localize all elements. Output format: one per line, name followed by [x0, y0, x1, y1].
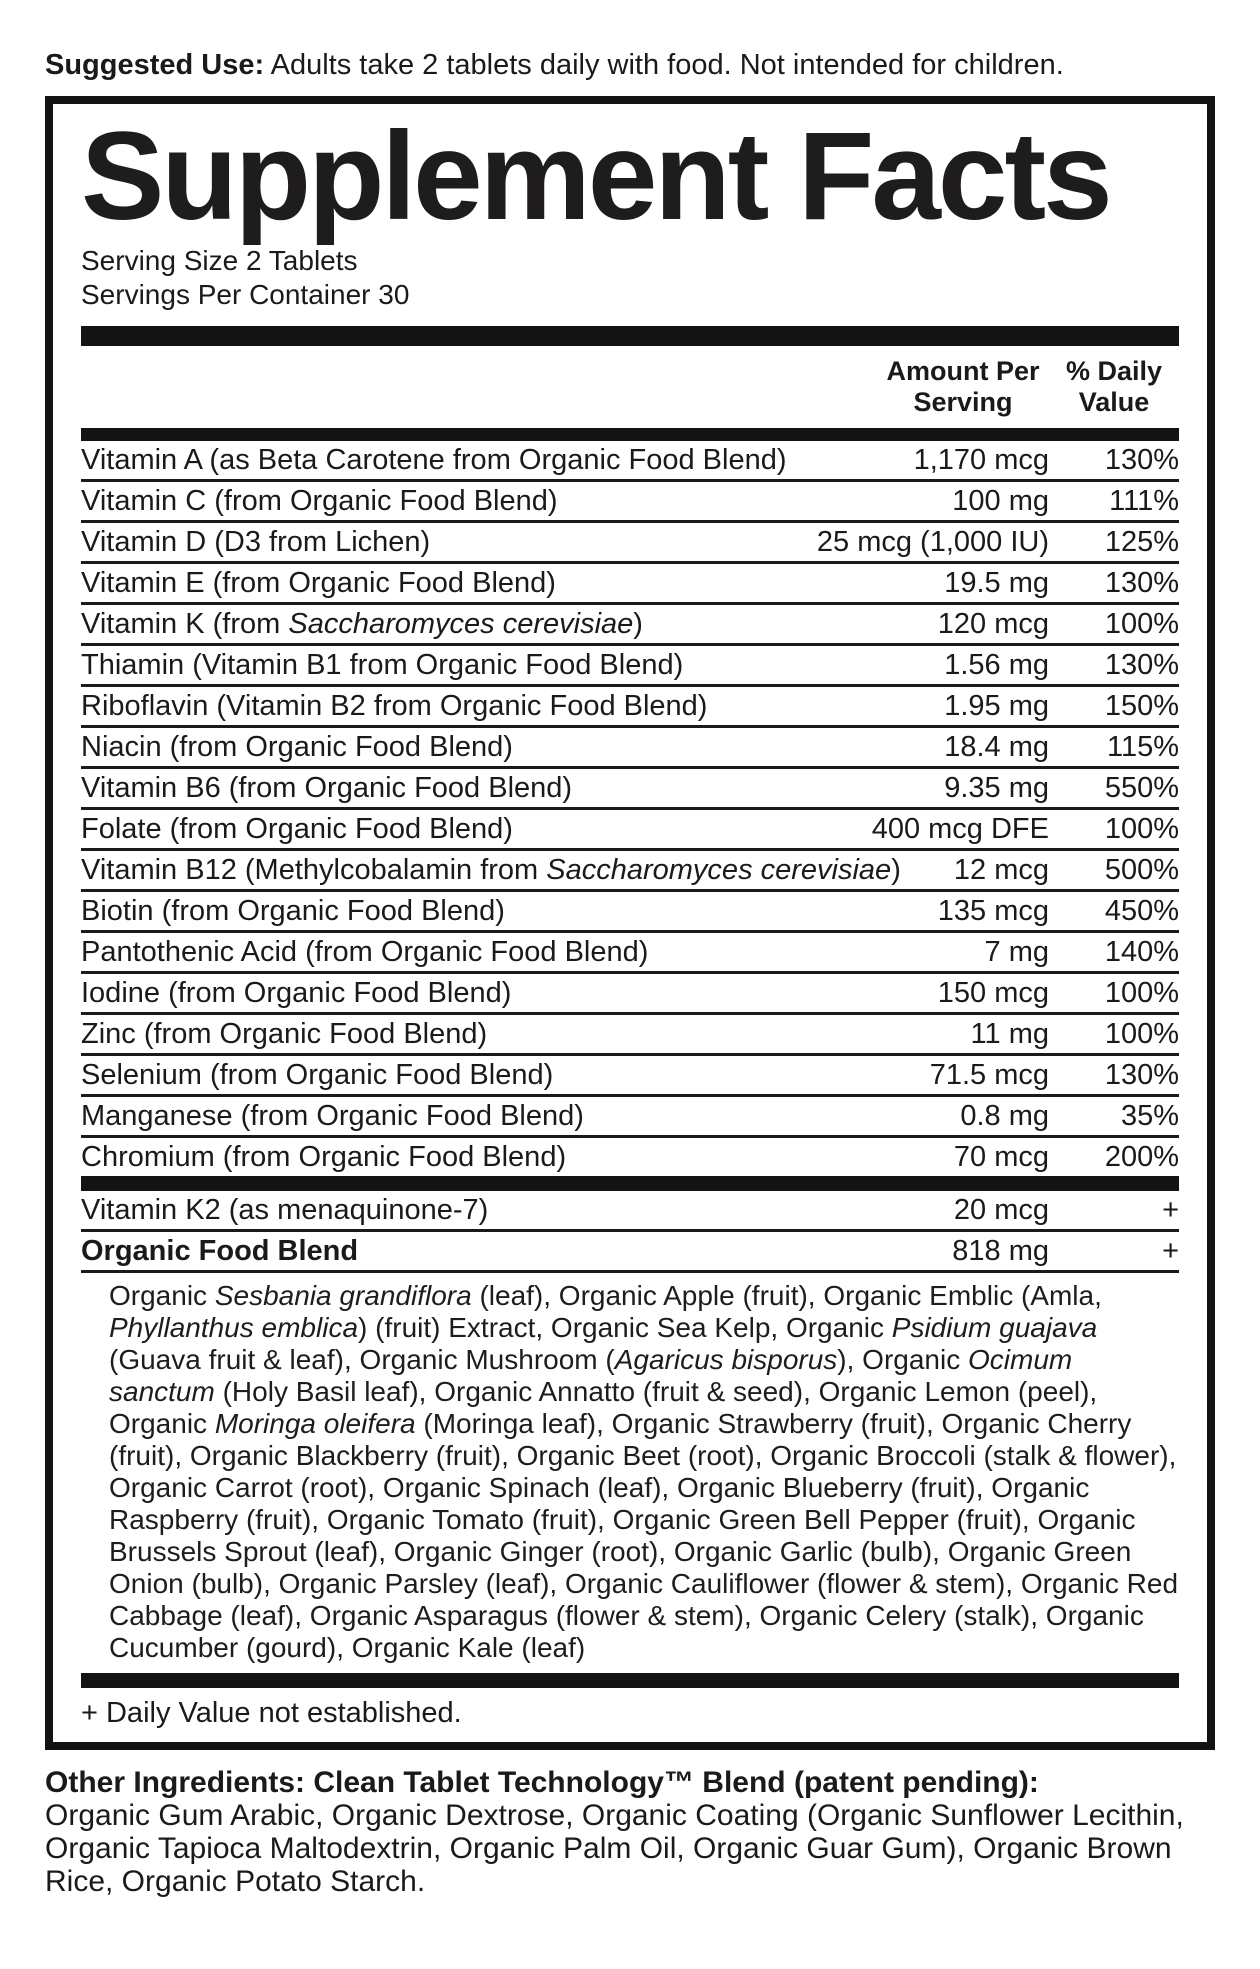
- table-row: [81, 728, 1179, 769]
- nutrient-amount: 1,170 mcg: [913, 444, 1049, 476]
- table-row: [81, 482, 1179, 523]
- nutrient-daily-value: 130%: [1104, 567, 1179, 599]
- nutrient-amount: 0.8 mg: [960, 1100, 1049, 1132]
- daily-value-label: % Daily Value: [1065, 356, 1163, 417]
- nutrient-name: Vitamin B6 (from Organic Food Blend): [81, 772, 573, 804]
- table-row: [81, 1138, 1179, 1176]
- nutrient-amount: 818 mg: [952, 1235, 1049, 1267]
- table-row: [81, 892, 1179, 933]
- amount-per-serving-header: [877, 356, 1049, 418]
- nutrient-amount: 9.35 mg: [944, 772, 1049, 804]
- nutrient-amount: 18.4 mg: [944, 731, 1049, 763]
- nutrient-daily-value: 500%: [1104, 854, 1179, 886]
- table-row: [81, 933, 1179, 974]
- table-row: [81, 1232, 1179, 1273]
- suggested-use-label: Suggested Use:: [45, 49, 265, 81]
- nutrient-name: Organic Food Blend: [81, 1235, 359, 1267]
- nutrient-daily-value: 100%: [1104, 813, 1179, 845]
- nutrient-amount: 20 mcg: [953, 1194, 1049, 1226]
- nutrient-amount: 150 mcg: [937, 977, 1049, 1009]
- nutrient-name: Vitamin E (from Organic Food Blend): [81, 567, 556, 599]
- nutrient-amount: 25 mcg (1,000 IU): [816, 526, 1049, 558]
- table-row: [81, 1097, 1179, 1138]
- footnote-divider: [81, 1673, 1179, 1688]
- nutrient-name: Vitamin D (D3 from Lichen): [81, 526, 431, 558]
- nutrient-amount: 100 mg: [952, 485, 1049, 517]
- other-ingredients-text: Organic Gum Arabic, Organic Dextrose, Organic Coating (Organic Sunflower Lecithin, Organic Tapioca Maltodextrin, Organic Palm Oil, Organic Guar Gum), Organic Brown Rice, Organic Potato Starch.: [45, 1799, 1184, 1898]
- table-row: [81, 441, 1179, 482]
- serving-info: [81, 244, 1179, 312]
- nutrient-amount: 1.95 mg: [944, 690, 1049, 722]
- table-row: [81, 523, 1179, 564]
- servings-per-container: Servings Per Container 30: [81, 279, 410, 310]
- nutrient-amount: 71.5 mcg: [929, 1059, 1049, 1091]
- nutrient-name: Pantothenic Acid (from Organic Food Blend): [81, 936, 649, 968]
- section-divider: [81, 1176, 1179, 1191]
- nutrient-daily-value: 115%: [1106, 731, 1179, 763]
- nutrient-daily-value: 200%: [1104, 1141, 1179, 1173]
- nutrient-daily-value: 450%: [1104, 895, 1179, 927]
- amount-per-serving-label: Amount Per Serving: [886, 356, 1040, 417]
- nutrient-amount: 7 mg: [984, 936, 1049, 968]
- suggested-use: [45, 48, 1215, 82]
- nutrient-daily-value: 111%: [1109, 485, 1179, 517]
- nutrient-daily-value: 140%: [1104, 936, 1179, 968]
- nutrient-name: Niacin (from Organic Food Blend): [81, 731, 513, 763]
- column-headers: [81, 346, 1179, 428]
- table-row: [81, 851, 1179, 892]
- nutrient-amount: 70 mcg: [953, 1141, 1049, 1173]
- nutrient-daily-value: +: [1162, 1194, 1179, 1226]
- table-row: [81, 1191, 1179, 1232]
- nutrient-amount: 1.56 mg: [944, 649, 1049, 681]
- table-row: [81, 974, 1179, 1015]
- nutrient-daily-value: 100%: [1104, 1018, 1179, 1050]
- nutrient-daily-value: 550%: [1104, 772, 1179, 804]
- table-row: [81, 769, 1179, 810]
- nutrient-name: Chromium (from Organic Food Blend): [81, 1141, 567, 1173]
- suggested-use-text: Adults take 2 tablets daily with food. Not intended for children.: [264, 49, 1064, 81]
- nutrient-name: Vitamin K (from Saccharomyces cerevisiae): [81, 608, 643, 640]
- supplement-facts-panel: [45, 96, 1215, 1750]
- table-row: [81, 605, 1179, 646]
- nutrient-name: Iodine (from Organic Food Blend): [81, 977, 512, 1009]
- nutrient-name: Folate (from Organic Food Blend): [81, 813, 513, 845]
- nutrient-name: Riboflavin (Vitamin B2 from Organic Food Blend): [81, 690, 708, 722]
- nutrient-daily-value: 130%: [1104, 1059, 1179, 1091]
- blend-description: Organic Sesbania grandiflora (leaf), Organic Apple (fruit), Organic Emblic (Amla, Phyllanthus emblica) (fruit) Extract, Organic Sea Kelp, Organic Psidium guajava (Guava fruit & leaf), Organic Mushroom (Agaricus bisporus), Organic Ocimum sanctum (Holy Basil leaf), Organic Annatto (fruit & seed), Organic Lemon (peel), Organic Moringa oleifera (Moringa leaf), Organic Strawberry (fruit), Organic Cherry (fruit), Organic Blackberry (fruit), Organic Beet (root), Organic Broccoli (stalk & flower), Organic Carrot (root), Organic Spinach (leaf), Organic Blueberry (fruit), Organic Raspberry (fruit), Organic Tomato (fruit), Organic Green Bell Pepper (fruit), Organic Brussels Sprout (leaf), Organic Ginger (root), Organic Garlic (bulb), Organic Green Onion (bulb), Organic Parsley (leaf), Organic Cauliflower (flower & stem), Organic Red Cabbage (leaf), Organic Asparagus (flower & stem), Organic Celery (stalk), Organic Cucumber (gourd), Organic Kale (leaf): [109, 1280, 1179, 1663]
- nutrient-daily-value: 130%: [1104, 444, 1179, 476]
- panel-title: Supplement Facts: [81, 107, 1110, 246]
- table-row: [81, 810, 1179, 851]
- other-ingredients: [45, 1766, 1215, 1898]
- nutrient-name: Biotin (from Organic Food Blend): [81, 895, 505, 927]
- nutrient-name: Vitamin A (as Beta Carotene from Organic Food Blend): [81, 444, 787, 476]
- nutrient-name: Vitamin K2 (as menaquinone-7): [81, 1194, 489, 1226]
- serving-size: Serving Size 2 Tablets: [81, 245, 358, 276]
- nutrient-name: Vitamin C (from Organic Food Blend): [81, 485, 558, 517]
- nutrient-daily-value: 100%: [1104, 608, 1179, 640]
- nutrient-name: Vitamin B12 (Methylcobalamin from Saccharomyces cerevisiae): [81, 854, 901, 886]
- nutrient-name: Thiamin (Vitamin B1 from Organic Food Blend): [81, 649, 684, 681]
- nutrient-amount: 12 mcg: [953, 854, 1049, 886]
- nutrient-amount: 120 mcg: [937, 608, 1049, 640]
- blend-table: [81, 1191, 1179, 1273]
- table-row: [81, 687, 1179, 728]
- daily-value-footnote: + Daily Value not established.: [81, 1697, 462, 1729]
- nutrient-amount: 400 mcg DFE: [871, 813, 1049, 845]
- nutrient-amount: 135 mcg: [937, 895, 1049, 927]
- nutrient-daily-value: 35%: [1120, 1100, 1179, 1132]
- daily-value-header: [1049, 356, 1179, 418]
- nutrient-daily-value: +: [1162, 1235, 1179, 1267]
- nutrient-daily-value: 130%: [1104, 649, 1179, 681]
- table-row: [81, 1056, 1179, 1097]
- table-row: [81, 1015, 1179, 1056]
- nutrient-daily-value: 125%: [1104, 526, 1179, 558]
- nutrient-daily-value: 150%: [1104, 690, 1179, 722]
- nutrient-name: Zinc (from Organic Food Blend): [81, 1018, 488, 1050]
- other-ingredients-heading: Other Ingredients: Clean Tablet Technology™ Blend (patent pending):: [45, 1766, 1039, 1799]
- table-row: [81, 564, 1179, 605]
- thick-divider: [81, 326, 1179, 346]
- header-divider: [81, 428, 1179, 441]
- nutrient-amount: 19.5 mg: [944, 567, 1049, 599]
- nutrient-name: Selenium (from Organic Food Blend): [81, 1059, 554, 1091]
- nutrient-amount: 11 mg: [970, 1018, 1049, 1050]
- nutrient-daily-value: 100%: [1104, 977, 1179, 1009]
- table-row: [81, 646, 1179, 687]
- nutrient-table: [81, 441, 1179, 1176]
- nutrient-name: Manganese (from Organic Food Blend): [81, 1100, 584, 1132]
